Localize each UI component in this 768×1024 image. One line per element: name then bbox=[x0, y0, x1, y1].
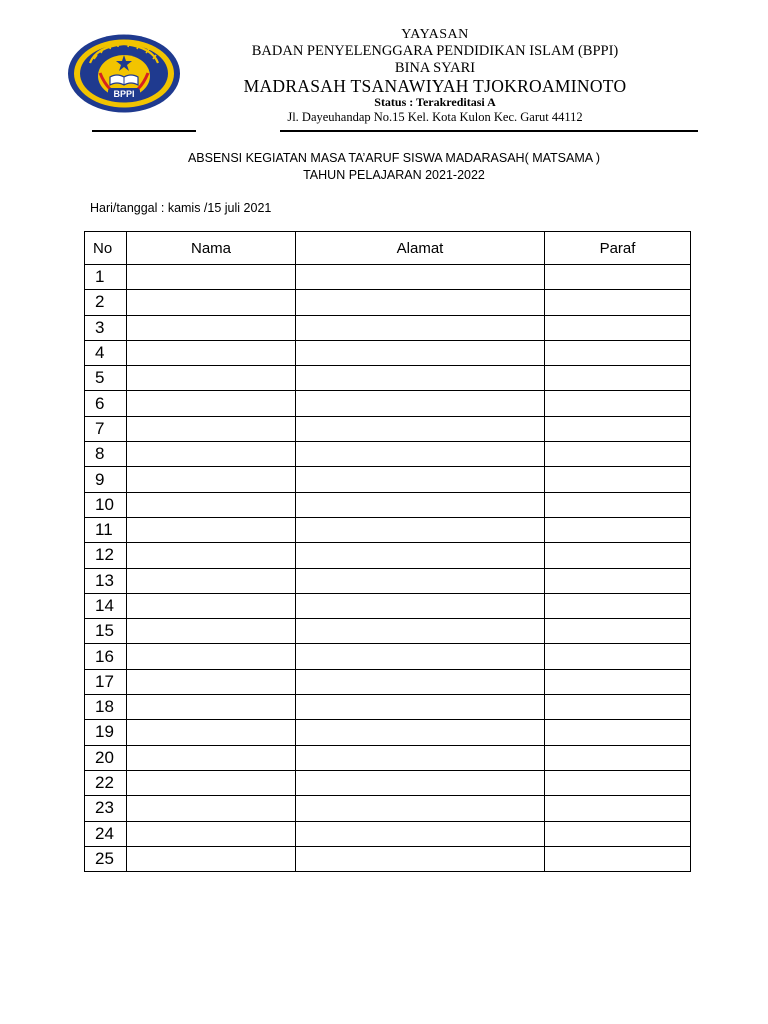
bppi-emblem-icon bbox=[66, 33, 182, 114]
nama-cell[interactable] bbox=[127, 442, 296, 467]
nama-cell[interactable] bbox=[127, 290, 296, 315]
nama-cell[interactable] bbox=[127, 593, 296, 618]
table-row bbox=[85, 290, 691, 315]
row-number: 10 bbox=[85, 492, 127, 517]
row-number: 3 bbox=[85, 315, 127, 340]
nama-cell[interactable] bbox=[127, 467, 296, 492]
alamat-cell[interactable] bbox=[296, 796, 545, 821]
nama-cell[interactable] bbox=[127, 492, 296, 517]
alamat-cell[interactable] bbox=[296, 467, 545, 492]
paraf-cell[interactable] bbox=[545, 745, 691, 770]
school-logo bbox=[66, 33, 182, 114]
alamat-cell[interactable] bbox=[296, 265, 545, 290]
table-row bbox=[85, 366, 691, 391]
alamat-cell[interactable] bbox=[296, 846, 545, 871]
paraf-cell[interactable] bbox=[545, 517, 691, 542]
document-subtitle: TAHUN PELAJARAN 2021-2022 bbox=[303, 168, 485, 182]
row-number: 24 bbox=[85, 821, 127, 846]
table-row bbox=[85, 796, 691, 821]
alamat-cell[interactable] bbox=[296, 416, 545, 441]
table-row bbox=[85, 442, 691, 467]
nama-cell[interactable] bbox=[127, 695, 296, 720]
paraf-cell[interactable] bbox=[545, 796, 691, 821]
alamat-cell[interactable] bbox=[296, 619, 545, 644]
table-row bbox=[85, 265, 691, 290]
table-row bbox=[85, 315, 691, 340]
paraf-cell[interactable] bbox=[545, 846, 691, 871]
table-row bbox=[85, 695, 691, 720]
alamat-cell[interactable] bbox=[296, 366, 545, 391]
header-yayasan: YAYASAN bbox=[401, 27, 469, 42]
table-row bbox=[85, 770, 691, 795]
nama-cell[interactable] bbox=[127, 391, 296, 416]
alamat-cell[interactable] bbox=[296, 720, 545, 745]
alamat-cell[interactable] bbox=[296, 770, 545, 795]
header-accreditation-status: Status : Terakreditasi A bbox=[374, 95, 496, 109]
alamat-cell[interactable] bbox=[296, 290, 545, 315]
row-number: 11 bbox=[85, 517, 127, 542]
header-organization: BADAN PENYELENGGARA PENDIDIKAN ISLAM (BPPI) bbox=[251, 43, 619, 59]
table-row bbox=[85, 593, 691, 618]
nama-cell[interactable] bbox=[127, 315, 296, 340]
alamat-cell[interactable] bbox=[296, 745, 545, 770]
header-address: Jl. Dayeuhandap No.15 Kel. Kota Kulon Kec. Garut 44112 bbox=[287, 110, 583, 124]
logo-text: BPPI bbox=[113, 89, 135, 99]
header-divider-left bbox=[92, 130, 196, 132]
nama-cell[interactable] bbox=[127, 543, 296, 568]
alamat-cell[interactable] bbox=[296, 568, 545, 593]
nama-cell[interactable] bbox=[127, 265, 296, 290]
alamat-cell[interactable] bbox=[296, 517, 545, 542]
paraf-cell[interactable] bbox=[545, 821, 691, 846]
table-body bbox=[85, 265, 691, 872]
column-header-alamat: Alamat bbox=[296, 232, 545, 265]
paraf-cell[interactable] bbox=[545, 366, 691, 391]
paraf-cell[interactable] bbox=[545, 619, 691, 644]
nama-cell[interactable] bbox=[127, 669, 296, 694]
paraf-cell[interactable] bbox=[545, 265, 691, 290]
paraf-cell[interactable] bbox=[545, 416, 691, 441]
paraf-cell[interactable] bbox=[545, 644, 691, 669]
table-row bbox=[85, 846, 691, 871]
nama-cell[interactable] bbox=[127, 517, 296, 542]
row-number: 1 bbox=[85, 265, 127, 290]
alamat-cell[interactable] bbox=[296, 821, 545, 846]
row-number: 13 bbox=[85, 568, 127, 593]
alamat-cell[interactable] bbox=[296, 492, 545, 517]
alamat-cell[interactable] bbox=[296, 442, 545, 467]
paraf-cell[interactable] bbox=[545, 315, 691, 340]
nama-cell[interactable] bbox=[127, 644, 296, 669]
table-row bbox=[85, 745, 691, 770]
alamat-cell[interactable] bbox=[296, 391, 545, 416]
table-row bbox=[85, 644, 691, 669]
table-row bbox=[85, 517, 691, 542]
header-divider-right bbox=[280, 130, 698, 132]
table-row bbox=[85, 543, 691, 568]
row-number: 5 bbox=[85, 366, 127, 391]
paraf-cell[interactable] bbox=[545, 568, 691, 593]
nama-cell[interactable] bbox=[127, 846, 296, 871]
row-number: 16 bbox=[85, 644, 127, 669]
nama-cell[interactable] bbox=[127, 720, 296, 745]
table-row bbox=[85, 391, 691, 416]
row-number: 9 bbox=[85, 467, 127, 492]
paraf-cell[interactable] bbox=[545, 391, 691, 416]
paraf-cell[interactable] bbox=[545, 290, 691, 315]
row-number: 2 bbox=[85, 290, 127, 315]
paraf-cell[interactable] bbox=[545, 593, 691, 618]
date-line: Hari/tanggal : kamis /15 juli 2021 bbox=[90, 201, 272, 215]
table-row bbox=[85, 720, 691, 745]
row-number: 6 bbox=[85, 391, 127, 416]
table-row bbox=[85, 340, 691, 365]
nama-cell[interactable] bbox=[127, 366, 296, 391]
row-number: 19 bbox=[85, 720, 127, 745]
document-title: ABSENSI KEGIATAN MASA TA’ARUF SISWA MADARASAH( MATSAMA ) bbox=[187, 151, 601, 165]
alamat-cell[interactable] bbox=[296, 669, 545, 694]
row-number: 4 bbox=[85, 340, 127, 365]
row-number: 14 bbox=[85, 593, 127, 618]
alamat-cell[interactable] bbox=[296, 543, 545, 568]
nama-cell[interactable] bbox=[127, 821, 296, 846]
nama-cell[interactable] bbox=[127, 416, 296, 441]
nama-cell[interactable] bbox=[127, 568, 296, 593]
nama-cell[interactable] bbox=[127, 619, 296, 644]
header-bina-syari: BINA SYARI bbox=[394, 60, 476, 76]
row-number: 8 bbox=[85, 442, 127, 467]
table-row bbox=[85, 669, 691, 694]
column-header-paraf: Paraf bbox=[545, 232, 691, 265]
alamat-cell[interactable] bbox=[296, 340, 545, 365]
table-row bbox=[85, 492, 691, 517]
row-number: 22 bbox=[85, 770, 127, 795]
alamat-cell[interactable] bbox=[296, 315, 545, 340]
table-row bbox=[85, 467, 691, 492]
column-header-nama: Nama bbox=[127, 232, 296, 265]
paraf-cell[interactable] bbox=[545, 492, 691, 517]
paraf-cell[interactable] bbox=[545, 543, 691, 568]
row-number: 18 bbox=[85, 695, 127, 720]
paraf-cell[interactable] bbox=[545, 467, 691, 492]
paraf-cell[interactable] bbox=[545, 720, 691, 745]
nama-cell[interactable] bbox=[127, 745, 296, 770]
paraf-cell[interactable] bbox=[545, 669, 691, 694]
attendance-table bbox=[84, 231, 691, 872]
row-number: 15 bbox=[85, 619, 127, 644]
nama-cell[interactable] bbox=[127, 340, 296, 365]
table-row bbox=[85, 619, 691, 644]
row-number: 12 bbox=[85, 543, 127, 568]
row-number: 23 bbox=[85, 796, 127, 821]
column-header-no: No bbox=[85, 232, 127, 265]
paraf-cell[interactable] bbox=[545, 340, 691, 365]
table-row bbox=[85, 416, 691, 441]
row-number: 25 bbox=[85, 846, 127, 871]
paraf-cell[interactable] bbox=[545, 695, 691, 720]
row-number: 17 bbox=[85, 669, 127, 694]
row-number: 20 bbox=[85, 745, 127, 770]
alamat-cell[interactable] bbox=[296, 593, 545, 618]
header-school-name: MADRASAH TSANAWIYAH TJOKROAMINOTO bbox=[243, 76, 627, 96]
paraf-cell[interactable] bbox=[545, 442, 691, 467]
alamat-cell[interactable] bbox=[296, 695, 545, 720]
row-number: 7 bbox=[85, 416, 127, 441]
alamat-cell[interactable] bbox=[296, 644, 545, 669]
table-row bbox=[85, 821, 691, 846]
paraf-cell[interactable] bbox=[545, 770, 691, 795]
nama-cell[interactable] bbox=[127, 796, 296, 821]
table-header-row bbox=[85, 232, 691, 265]
nama-cell[interactable] bbox=[127, 770, 296, 795]
table-row bbox=[85, 568, 691, 593]
